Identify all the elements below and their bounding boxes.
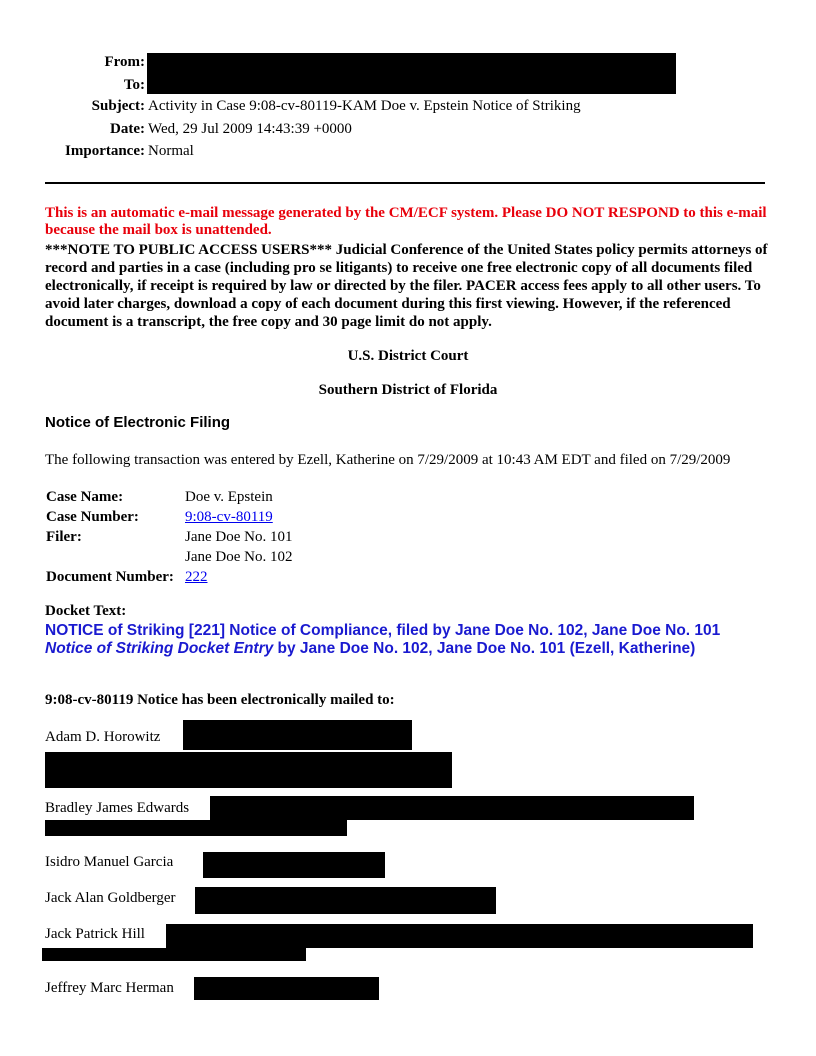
docket-text-label: Docket Text: [45, 603, 127, 619]
redaction-garcia-email [203, 852, 385, 878]
recipient-herman: Jeffrey Marc Herman [45, 980, 174, 996]
importance-value: Normal [148, 143, 194, 159]
redaction-edwards-email [210, 796, 694, 820]
recipient-horowitz: Adam D. Horowitz [45, 729, 161, 745]
redaction-herman-email [194, 977, 379, 1000]
case-number-link[interactable]: 9:08-cv-80119 [185, 509, 273, 525]
mailed-heading: 9:08-cv-80119 Notice has been electronically mailed to: [45, 692, 395, 708]
redaction-horowitz-extra [45, 752, 452, 788]
to-label: To: [123, 77, 145, 93]
filer-2: Jane Doe No. 102 [185, 549, 293, 565]
docket-line-1: NOTICE of Striking [221] Notice of Compliance, filed by Jane Doe No. 102, Jane Doe No. 101 [45, 622, 721, 639]
header-divider [45, 182, 765, 184]
docket-entry-italic: Notice of Striking Docket Entry [45, 640, 274, 657]
subject-value: Activity in Case 9:08-cv-80119-KAM Doe v. Epstein Notice of Striking [148, 98, 581, 114]
redaction-horowitz-email [183, 720, 412, 750]
redaction-hill-email [166, 924, 753, 948]
date-label: Date: [110, 121, 145, 137]
case-name-label: Case Name: [46, 489, 124, 505]
date-value: Wed, 29 Jul 2009 14:43:39 +0000 [148, 121, 352, 137]
case-name-value: Doe v. Epstein [185, 489, 273, 505]
recipient-garcia: Isidro Manuel Garcia [45, 854, 174, 870]
court-district: Southern District of Florida [318, 382, 498, 398]
recipient-hill: Jack Patrick Hill [45, 926, 145, 942]
nef-title: Notice of Electronic Filing [45, 414, 231, 431]
filer-label: Filer: [46, 529, 82, 545]
court-name: U.S. District Court [347, 348, 469, 364]
importance-label: Importance: [65, 143, 145, 159]
case-number-label: Case Number: [46, 509, 139, 525]
document-number-label: Document Number: [46, 569, 174, 585]
subject-label: Subject: [91, 98, 145, 114]
auto-message-warning: This is an automatic e-mail message generated by the CM/ECF system. Please DO NOT RESPOND to this e-mail because the mail box is unattended. [45, 205, 767, 238]
filer-1: Jane Doe No. 101 [185, 529, 293, 545]
recipient-edwards: Bradley James Edwards [45, 800, 190, 816]
recipient-goldberger: Jack Alan Goldberger [45, 890, 176, 906]
redaction-from-to [147, 53, 676, 94]
redaction-goldberger-email [195, 887, 496, 914]
docket-line-2 [45, 640, 695, 658]
docket-line-2-rest: by Jane Doe No. 102, Jane Doe No. 101 (Ezell, Katherine) [273, 640, 696, 657]
redaction-edwards-extra [45, 820, 347, 836]
from-label: From: [104, 54, 145, 70]
document-number-link[interactable]: 222 [185, 569, 208, 585]
public-access-note: ***NOTE TO PUBLIC ACCESS USERS*** Judicial Conference of the United States policy permits attorneys of record and parties in a case (including pro se litigants) to receive one free electronic copy of all documents filed electronically, if receipt is required by law or directed by the filer. PACER access fees apply to all other users. To avoid later charges, download a copy of each document during this first viewing. However, if the referenced document is a transcript, the free copy and 30 page limit do not apply. [45, 242, 768, 330]
redaction-hill-extra [42, 948, 306, 961]
transaction-text: The following transaction was entered by Ezell, Katherine on 7/29/2009 at 10:43 AM EDT and filed on 7/29/2009 [45, 452, 731, 468]
